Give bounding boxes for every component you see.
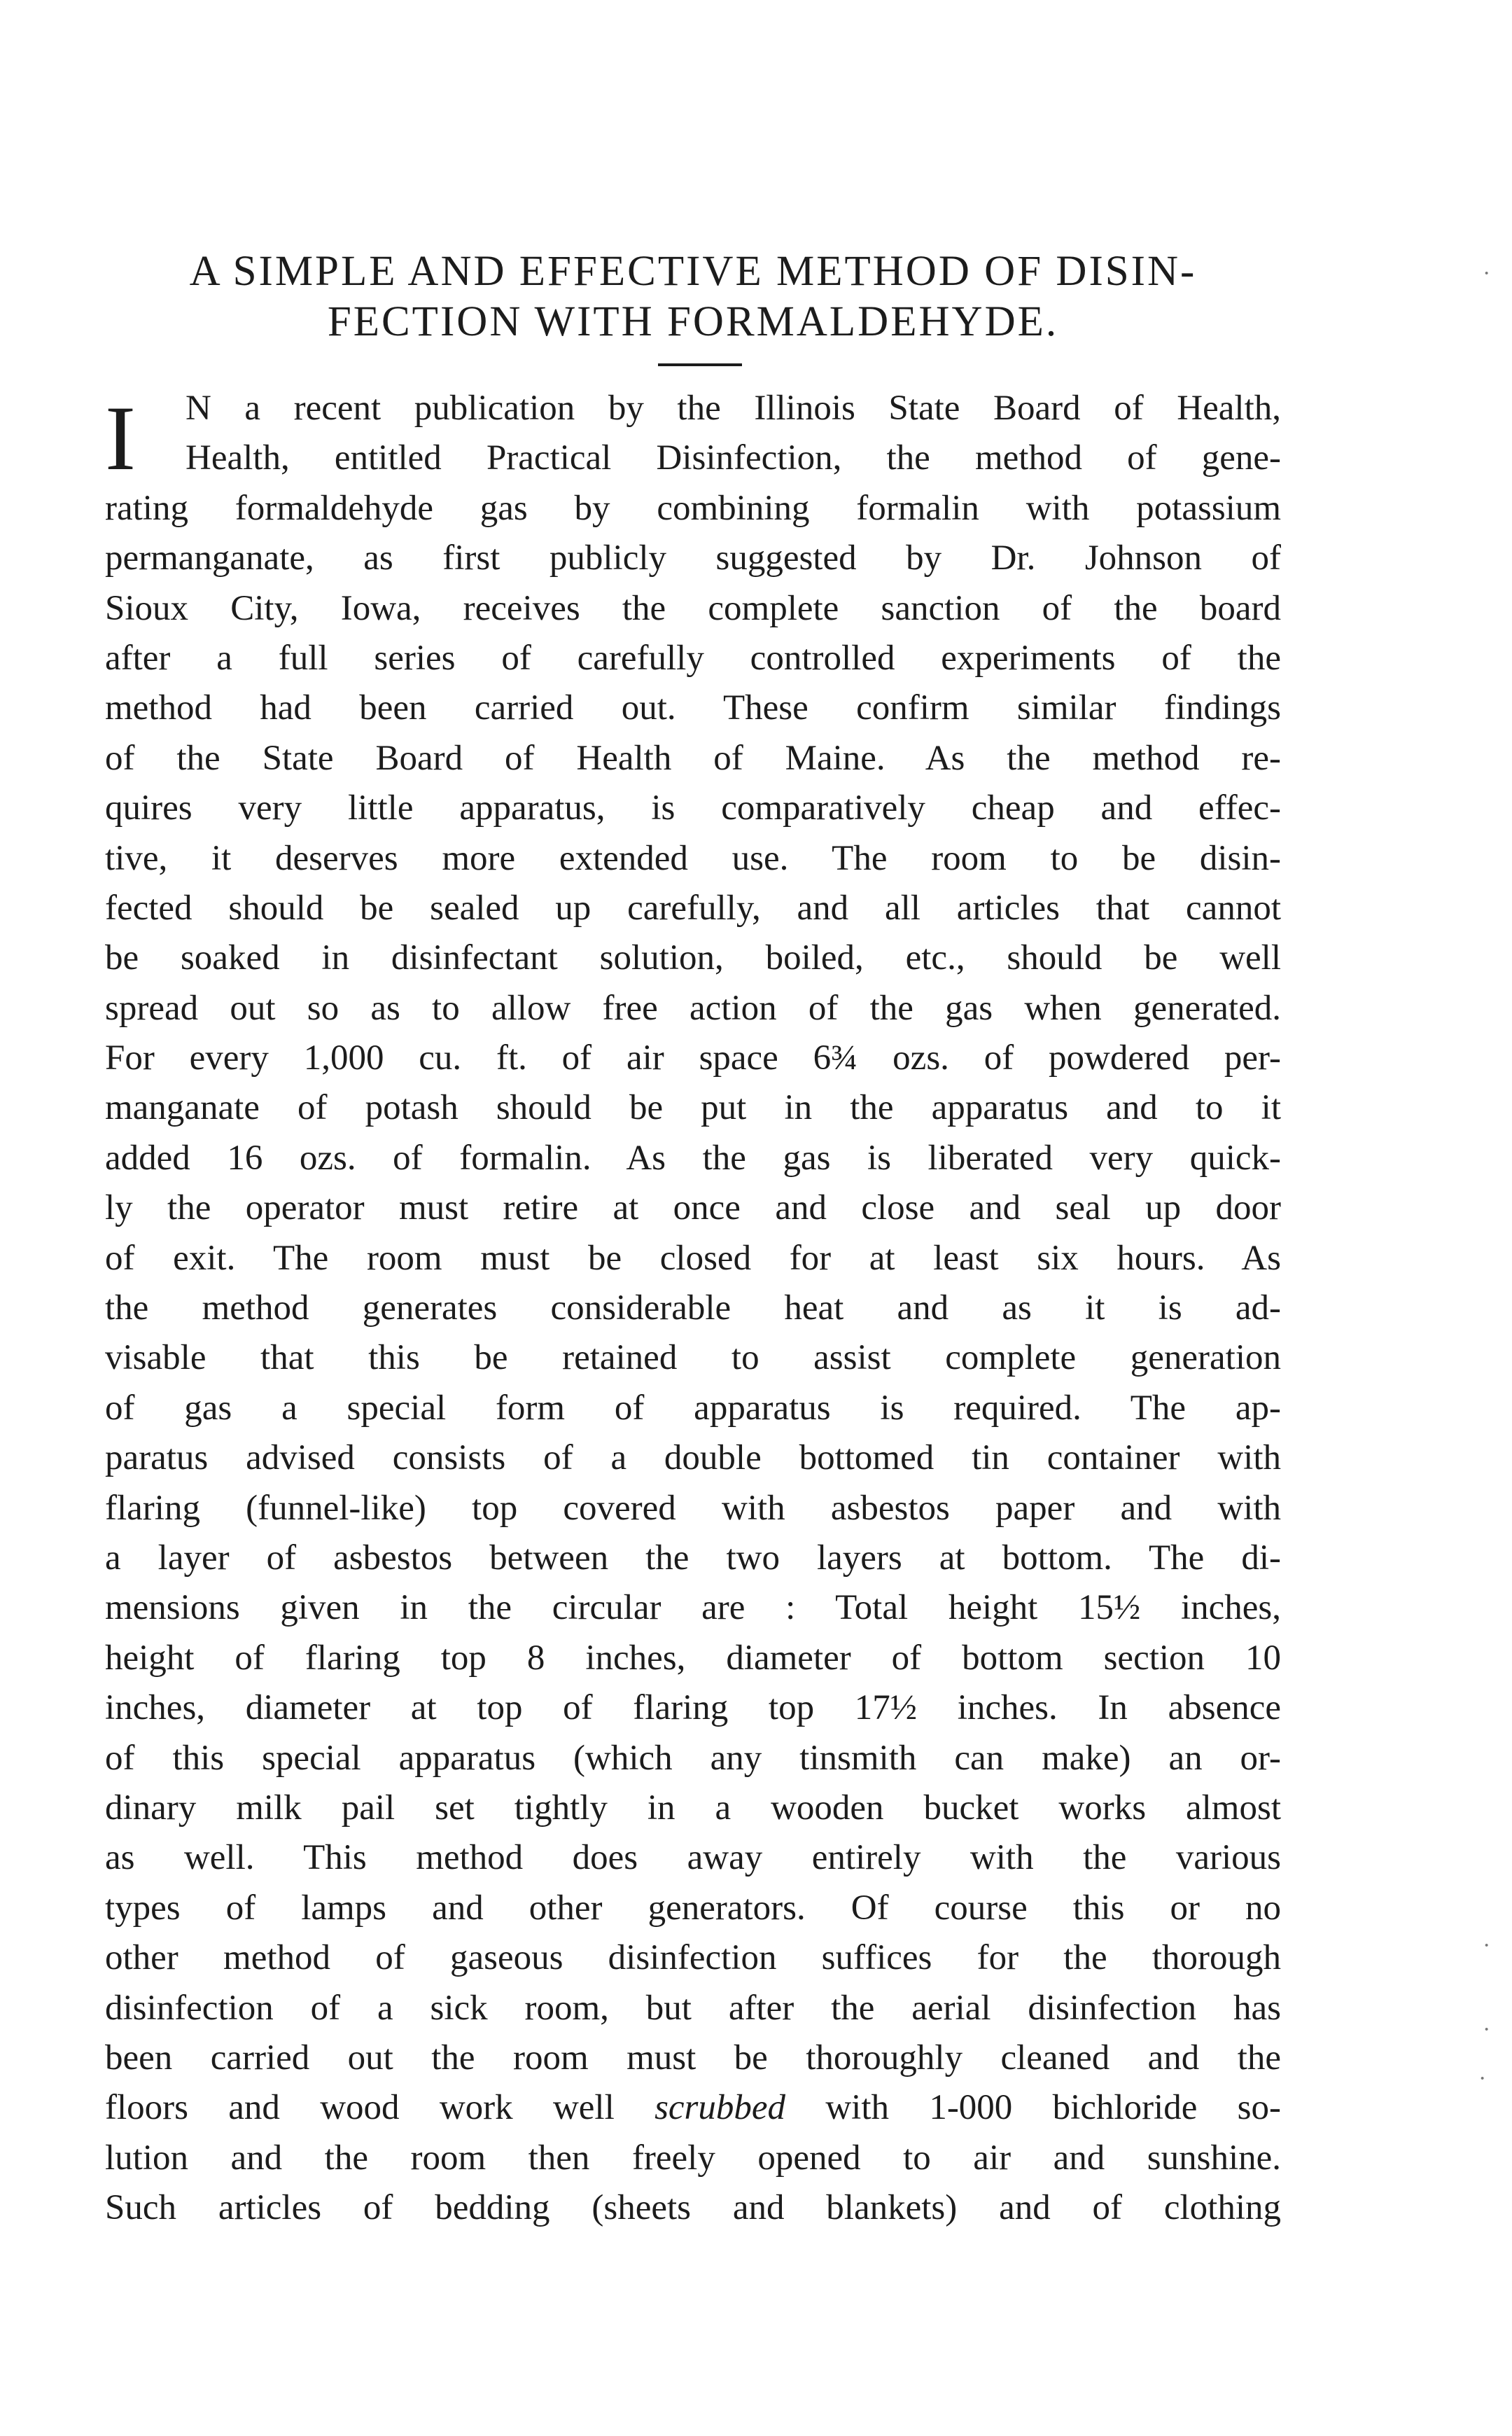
body-line-36: lution and the room then freely opened to air and sunshine.	[105, 2138, 1281, 2178]
margin-speck: ·	[1483, 260, 1491, 286]
body-line-15: manganate of potash should be put in the apparatus and to it	[105, 1088, 1281, 1128]
body-line-14: For every 1,000 cu. ft. of air space 6¾ ozs. of powdered per-	[105, 1038, 1281, 1078]
body-line-31: types of lamps and other generators. Of course this or no	[105, 1888, 1281, 1928]
body-line-8: of the State Board of Health of Maine. As the method re-	[105, 738, 1281, 778]
body-line-26: height of flaring top 8 inches, diameter of bottom section 10	[105, 1638, 1281, 1678]
body-line-2: Health, entitled Practical Disinfection, the method of gene-	[186, 438, 1281, 478]
body-line-12: be soaked in disinfectant solution, boiled, etc., should be well	[105, 938, 1281, 978]
body-line-33: disinfection of a sick room, but after the aerial disinfection has	[105, 1988, 1281, 2028]
body-line-4: permanganate, as first publicly suggested by Dr. Johnson of	[105, 538, 1281, 578]
margin-speck: ·	[1483, 2017, 1491, 2042]
body-line-30: as well. This method does away entirely with the various	[105, 1838, 1281, 1878]
body-line-22: paratus advised consists of a double bottomed tin container with	[105, 1438, 1281, 1478]
scrubbed-italic: scrubbed	[654, 2088, 786, 2128]
body-line-18: of exit. The room must be closed for at least six hours. As	[105, 1238, 1281, 1278]
body-line-25: mensions given in the circular are : Total height 15½ inches,	[105, 1588, 1281, 1628]
body-line-27: inches, diameter at top of flaring top 17½ inches. In absence	[105, 1688, 1281, 1728]
body-line-21: of gas a special form of apparatus is required. The ap-	[105, 1388, 1281, 1428]
body-line-19: the method generates considerable heat and as it is ad-	[105, 1288, 1281, 1328]
body-line-7: method had been carried out. These confirm similar findings	[105, 688, 1281, 728]
margin-speck: ·	[1478, 2066, 1487, 2092]
line-35-after: with 1-000 bichloride so-	[785, 2088, 1281, 2128]
body-line-35	[105, 2083, 1281, 2133]
body-line-6: after a full series of carefully controlled experiments of the	[105, 638, 1281, 678]
title-rule	[658, 363, 742, 366]
body-line-37: Such articles of bedding (sheets and blankets) and of clothing	[105, 2188, 1281, 2228]
line-35-before: floors and wood work well	[105, 2088, 655, 2128]
article-body	[105, 384, 1281, 2233]
body-line-20: visable that this be retained to assist complete generation	[105, 1338, 1281, 1378]
body-line-28: of this special apparatus (which any tinsmith can make) an or-	[105, 1738, 1281, 1778]
body-line-24: a layer of asbestos between the two layers at bottom. The di-	[105, 1538, 1281, 1578]
body-line-9: quires very little apparatus, is comparatively cheap and effec-	[105, 788, 1281, 828]
title-line-2: FECTION WITH FORMALDEHYDE.	[327, 298, 1059, 345]
body-line-34: been carried out the room must be thoroughly cleaned and the	[105, 2038, 1281, 2077]
body-line-16: added 16 ozs. of formalin. As the gas is liberated very quick-	[105, 1138, 1281, 1178]
body-line-29: dinary milk pail set tightly in a wooden bucket works almost	[105, 1788, 1281, 1828]
margin-speck: ·	[1483, 1933, 1491, 1958]
body-line-13: spread out so as to allow free action of the gas when generated.	[105, 988, 1281, 1028]
body-line-17: ly the operator must retire at once and close and seal up door	[105, 1188, 1281, 1228]
title-line-1: A SIMPLE AND EFFECTIVE METHOD OF DISIN-	[189, 248, 1197, 295]
body-line-23: flaring (funnel-like) top covered with asbestos paper and with	[105, 1488, 1281, 1528]
body-line-11: fected should be sealed up carefully, and all articles that cannot	[105, 888, 1281, 928]
body-line-32: other method of gaseous disinfection suffices for the thorough	[105, 1938, 1281, 1978]
body-line-1: N a recent publication by the Illinois State Board of Health,	[186, 389, 1281, 428]
body-line-10: tive, it deserves more extended use. The room to be disin-	[105, 838, 1281, 878]
body-line-3: rating formaldehyde gas by combining formalin with potassium	[105, 488, 1281, 528]
article-title	[105, 246, 1281, 347]
body-line-5: Sioux City, Iowa, receives the complete sanction of the board	[105, 588, 1281, 628]
drop-cap: I	[105, 387, 136, 489]
